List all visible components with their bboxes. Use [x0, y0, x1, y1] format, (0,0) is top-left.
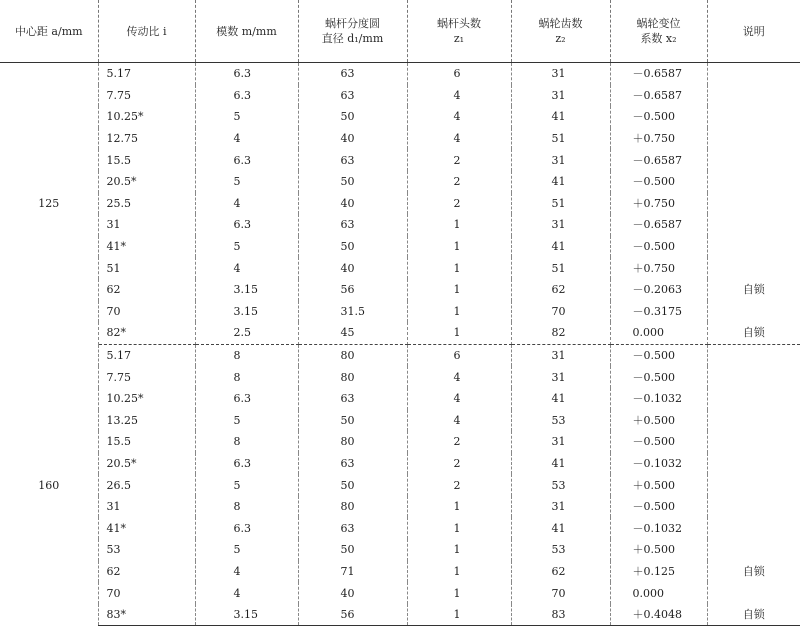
table-body — [0, 63, 800, 626]
header-center-distance: 中心距 a/mm — [0, 0, 98, 63]
wheel-teeth-cell: 31 — [511, 149, 610, 171]
modification-coefficient-cell: ＋0.750 — [610, 257, 707, 279]
note-cell — [707, 453, 800, 475]
table-header — [0, 0, 800, 63]
worm-diameter-cell: 71 — [298, 561, 407, 583]
note-cell — [707, 257, 800, 279]
modification-coefficient-cell: －0.2063 — [610, 279, 707, 301]
worm-diameter-cell: 63 — [298, 85, 407, 107]
wheel-teeth-cell: 53 — [511, 539, 610, 561]
table-row — [0, 431, 800, 453]
table-row — [0, 410, 800, 432]
modification-coefficient-cell: －0.1032 — [610, 517, 707, 539]
note-cell — [707, 496, 800, 518]
module-cell: 4 — [195, 128, 298, 150]
module-cell: 6.3 — [195, 453, 298, 475]
modification-coefficient-cell: －0.500 — [610, 431, 707, 453]
wheel-teeth-cell: 62 — [511, 279, 610, 301]
center-distance-cell: 160 — [0, 344, 98, 626]
modification-coefficient-cell: －0.500 — [610, 344, 707, 366]
table-row — [0, 128, 800, 150]
note-cell — [707, 85, 800, 107]
note-cell — [707, 193, 800, 215]
module-cell: 6.3 — [195, 149, 298, 171]
modification-coefficient-cell: ＋0.4048 — [610, 604, 707, 626]
header-module: 模数 m/mm — [195, 0, 298, 63]
worm-diameter-cell: 40 — [298, 582, 407, 604]
note-cell — [707, 388, 800, 410]
module-cell: 8 — [195, 431, 298, 453]
note-cell — [707, 171, 800, 193]
modification-coefficient-cell: －0.6587 — [610, 149, 707, 171]
ratio-cell: 10.25* — [98, 106, 195, 128]
modification-coefficient-cell: －0.6587 — [610, 214, 707, 236]
ratio-cell: 53 — [98, 539, 195, 561]
module-cell: 5 — [195, 474, 298, 496]
table-row — [0, 236, 800, 258]
worm-diameter-cell: 80 — [298, 496, 407, 518]
wheel-teeth-cell: 51 — [511, 257, 610, 279]
module-cell: 5 — [195, 171, 298, 193]
wheel-teeth-cell: 83 — [511, 604, 610, 626]
worm-diameter-cell: 50 — [298, 106, 407, 128]
note-cell: 自锁 — [742, 283, 765, 297]
table-row — [0, 517, 800, 539]
module-cell: 4 — [195, 193, 298, 215]
modification-coefficient-cell: －0.6587 — [610, 85, 707, 107]
worm-starts-cell: 1 — [407, 517, 511, 539]
module-cell: 5 — [195, 106, 298, 128]
modification-coefficient-cell: ＋0.750 — [610, 193, 707, 215]
worm-starts-cell: 1 — [407, 322, 511, 344]
module-cell: 4 — [195, 257, 298, 279]
module-cell: 5 — [195, 539, 298, 561]
table-row — [0, 496, 800, 518]
ratio-cell: 5.17 — [98, 344, 195, 366]
modification-coefficient-cell: ＋0.750 — [610, 128, 707, 150]
ratio-cell: 82* — [98, 322, 195, 344]
header-wheel-teeth: 蜗轮齿数 z₂ — [511, 0, 610, 63]
worm-starts-cell: 1 — [407, 214, 511, 236]
ratio-cell: 20.5* — [98, 453, 195, 475]
worm-diameter-cell: 80 — [298, 344, 407, 366]
worm-starts-cell: 1 — [407, 582, 511, 604]
module-cell: 6.3 — [195, 388, 298, 410]
note-cell — [707, 517, 800, 539]
table-row — [0, 106, 800, 128]
wheel-teeth-cell: 70 — [511, 582, 610, 604]
worm-starts-cell: 2 — [407, 474, 511, 496]
note-cell — [707, 214, 800, 236]
modification-coefficient-cell: ＋0.500 — [610, 410, 707, 432]
ratio-cell: 62 — [98, 561, 195, 583]
worm-starts-cell: 6 — [407, 63, 511, 85]
worm-starts-cell: 2 — [407, 453, 511, 475]
wheel-teeth-cell: 31 — [511, 431, 610, 453]
module-cell: 6.3 — [195, 85, 298, 107]
module-cell: 3.15 — [195, 279, 298, 301]
module-cell: 6.3 — [195, 63, 298, 85]
wheel-teeth-cell: 70 — [511, 301, 610, 323]
worm-starts-cell: 1 — [407, 279, 511, 301]
note-cell — [707, 474, 800, 496]
ratio-cell: 15.5 — [98, 149, 195, 171]
wheel-teeth-cell: 31 — [511, 496, 610, 518]
worm-starts-cell: 6 — [407, 344, 511, 366]
ratio-cell: 10.25* — [98, 388, 195, 410]
ratio-cell: 70 — [98, 582, 195, 604]
center-distance-cell: 125 — [0, 63, 98, 345]
modification-coefficient-cell: ＋0.500 — [610, 474, 707, 496]
worm-diameter-cell: 63 — [298, 388, 407, 410]
wheel-teeth-cell: 82 — [511, 322, 610, 344]
header-row — [0, 0, 800, 63]
worm-diameter-cell: 50 — [298, 410, 407, 432]
module-cell: 5 — [195, 236, 298, 258]
wheel-teeth-cell: 53 — [511, 474, 610, 496]
table-row — [0, 301, 800, 323]
module-cell: 3.15 — [195, 604, 298, 626]
worm-diameter-cell: 50 — [298, 236, 407, 258]
modification-coefficient-cell: －0.1032 — [610, 388, 707, 410]
wheel-teeth-cell: 53 — [511, 410, 610, 432]
note-cell — [707, 149, 800, 171]
ratio-cell: 41* — [98, 517, 195, 539]
ratio-cell: 31 — [98, 496, 195, 518]
ratio-cell: 20.5* — [98, 171, 195, 193]
module-cell: 6.3 — [195, 214, 298, 236]
table-row — [0, 388, 800, 410]
worm-diameter-cell: 56 — [298, 279, 407, 301]
table-row — [0, 193, 800, 215]
modification-coefficient-cell: －0.500 — [610, 106, 707, 128]
worm-starts-cell: 4 — [407, 128, 511, 150]
worm-diameter-cell: 40 — [298, 128, 407, 150]
note-cell — [707, 128, 800, 150]
table-row — [0, 539, 800, 561]
note-cell: 自锁 — [707, 322, 800, 344]
modification-coefficient-cell: 0.000 — [610, 582, 707, 604]
ratio-cell: 70 — [98, 301, 195, 323]
modification-coefficient-cell: －0.500 — [610, 236, 707, 258]
module-cell: 8 — [195, 496, 298, 518]
module-cell: 8 — [195, 366, 298, 388]
table-row — [0, 366, 800, 388]
wheel-teeth-cell: 41 — [511, 106, 610, 128]
ratio-cell: 15.5 — [98, 431, 195, 453]
worm-diameter-cell: 31.5 — [298, 301, 407, 323]
ratio-cell: 83* — [98, 604, 195, 626]
module-cell: 3.15 — [195, 301, 298, 323]
ratio-cell: 13.25 — [98, 410, 195, 432]
modification-coefficient-cell: －0.3175 — [610, 301, 707, 323]
header-worm-diameter: 蜗杆分度圆 直径 d₁/mm — [298, 0, 407, 63]
worm-diameter-cell: 63 — [298, 214, 407, 236]
table-row — [0, 561, 800, 583]
table-row — [0, 279, 800, 301]
note-cell: 自锁 — [742, 564, 765, 578]
modification-coefficient-cell: 0.000 — [610, 322, 707, 344]
table-row — [0, 453, 800, 475]
wheel-teeth-cell: 31 — [511, 214, 610, 236]
wheel-teeth-cell: 31 — [511, 366, 610, 388]
worm-diameter-cell: 40 — [298, 257, 407, 279]
note-cell — [707, 301, 800, 323]
modification-coefficient-cell: －0.6587 — [610, 63, 707, 85]
modification-coefficient-cell: ＋0.500 — [610, 539, 707, 561]
wheel-teeth-cell: 41 — [511, 517, 610, 539]
note-cell: 自锁 — [707, 604, 800, 626]
module-cell: 6.3 — [195, 517, 298, 539]
header-notes: 说明 — [742, 24, 765, 38]
table-row — [0, 344, 800, 366]
note-cell — [707, 539, 800, 561]
table-row — [0, 85, 800, 107]
worm-diameter-cell: 56 — [298, 604, 407, 626]
worm-starts-cell: 2 — [407, 149, 511, 171]
worm-starts-cell: 4 — [407, 106, 511, 128]
header-ratio: 传动比 i — [98, 0, 195, 63]
module-cell: 4 — [195, 582, 298, 604]
worm-diameter-cell: 50 — [298, 171, 407, 193]
wheel-teeth-cell: 41 — [511, 388, 610, 410]
note-cell — [707, 106, 800, 128]
note-cell — [707, 236, 800, 258]
ratio-cell: 31 — [98, 214, 195, 236]
worm-starts-cell: 1 — [407, 257, 511, 279]
ratio-cell: 7.75 — [98, 366, 195, 388]
ratio-cell: 26.5 — [98, 474, 195, 496]
table-row — [0, 604, 800, 626]
ratio-cell: 25.5 — [98, 193, 195, 215]
worm-starts-cell: 4 — [407, 388, 511, 410]
note-cell — [707, 366, 800, 388]
wheel-teeth-cell: 41 — [511, 453, 610, 475]
worm-starts-cell: 2 — [407, 431, 511, 453]
ratio-cell: 41* — [98, 236, 195, 258]
worm-starts-cell: 4 — [407, 410, 511, 432]
wheel-teeth-cell: 41 — [511, 171, 610, 193]
worm-starts-cell: 1 — [407, 561, 511, 583]
worm-diameter-cell: 50 — [298, 474, 407, 496]
wheel-teeth-cell: 31 — [511, 344, 610, 366]
worm-starts-cell: 1 — [407, 604, 511, 626]
note-cell — [707, 410, 800, 432]
table-row — [0, 149, 800, 171]
worm-diameter-cell: 50 — [298, 539, 407, 561]
header-worm-starts: 蜗杆头数 z₁ — [407, 0, 511, 63]
wheel-teeth-cell: 31 — [511, 85, 610, 107]
table-row — [0, 474, 800, 496]
worm-starts-cell: 1 — [407, 301, 511, 323]
module-cell: 2.5 — [195, 322, 298, 344]
table-row — [0, 582, 800, 604]
note-cell — [707, 344, 800, 366]
worm-diameter-cell: 63 — [298, 149, 407, 171]
note-cell — [707, 431, 800, 453]
worm-diameter-cell: 63 — [298, 517, 407, 539]
modification-coefficient-cell: －0.500 — [610, 496, 707, 518]
worm-starts-cell: 2 — [407, 193, 511, 215]
modification-coefficient-cell: －0.500 — [610, 171, 707, 193]
worm-diameter-cell: 63 — [298, 453, 407, 475]
worm-starts-cell: 1 — [407, 236, 511, 258]
worm-starts-cell: 4 — [407, 85, 511, 107]
worm-diameter-cell: 40 — [298, 193, 407, 215]
ratio-cell: 51 — [98, 257, 195, 279]
table-row — [0, 322, 800, 344]
table-row — [0, 257, 800, 279]
module-cell: 8 — [195, 344, 298, 366]
module-cell: 4 — [195, 561, 298, 583]
wheel-teeth-cell: 31 — [511, 63, 610, 85]
ratio-cell: 12.75 — [98, 128, 195, 150]
worm-diameter-cell: 80 — [298, 366, 407, 388]
wheel-teeth-cell: 62 — [511, 561, 610, 583]
ratio-cell: 7.75 — [98, 85, 195, 107]
worm-diameter-cell: 63 — [298, 63, 407, 85]
table-row — [0, 214, 800, 236]
table-row — [0, 63, 800, 85]
modification-coefficient-cell: －0.1032 — [610, 453, 707, 475]
ratio-cell: 62 — [98, 279, 195, 301]
worm-starts-cell: 4 — [407, 366, 511, 388]
ratio-cell: 5.17 — [98, 63, 195, 85]
worm-starts-cell: 1 — [407, 539, 511, 561]
worm-starts-cell: 2 — [407, 171, 511, 193]
worm-starts-cell: 1 — [407, 496, 511, 518]
wheel-teeth-cell: 51 — [511, 128, 610, 150]
modification-coefficient-cell: －0.500 — [610, 366, 707, 388]
modification-coefficient-cell: ＋0.125 — [610, 561, 707, 583]
header-modification-coefficient: 蜗轮变位 系数 x₂ — [610, 0, 707, 63]
module-cell: 5 — [195, 410, 298, 432]
note-cell — [707, 582, 800, 604]
worm-diameter-cell: 80 — [298, 431, 407, 453]
table-row — [0, 171, 800, 193]
note-cell — [707, 63, 800, 85]
worm-diameter-cell: 45 — [298, 322, 407, 344]
wheel-teeth-cell: 41 — [511, 236, 610, 258]
wheel-teeth-cell: 51 — [511, 193, 610, 215]
